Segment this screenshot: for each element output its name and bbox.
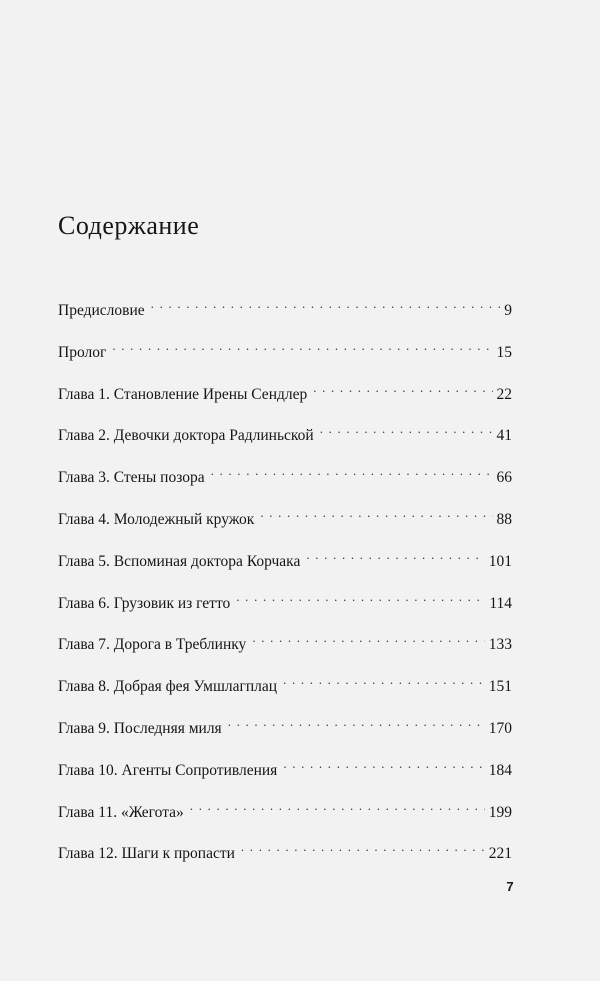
toc-entry-page: 170: [488, 719, 512, 737]
toc-entry: [58, 464, 512, 506]
toc-entry-page: 88: [496, 510, 512, 528]
toc-entry-label: Глава 10. Агенты Сопротивления: [58, 761, 278, 779]
dot-leader: [320, 426, 493, 440]
dot-leader: [260, 510, 492, 524]
dot-leader: [228, 719, 485, 733]
toc-entry-page: 41: [496, 427, 512, 445]
toc-entry-page: 199: [488, 803, 512, 821]
dot-leader: [112, 343, 492, 357]
toc-entry-label: Глава 9. Последняя миля: [58, 719, 222, 737]
table-of-contents: [58, 297, 512, 882]
toc-entry-page: 151: [488, 678, 512, 696]
toc-entry-label: Глава 2. Девочки доктора Радлиньской: [58, 427, 314, 445]
toc-entry: [58, 422, 512, 464]
toc-entry-page: 101: [488, 552, 512, 570]
dot-leader: [190, 803, 485, 817]
dot-leader: [151, 301, 501, 315]
toc-entry: [58, 631, 512, 673]
toc-entry: [58, 840, 512, 882]
dot-leader: [252, 635, 484, 649]
toc-entry-label: Глава 3. Стены позора: [58, 469, 205, 487]
toc-entry-label: Пролог: [58, 343, 107, 361]
toc-entry-page: 15: [496, 343, 512, 361]
toc-entry-label: Глава 6. Грузовик из гетто: [58, 594, 231, 612]
toc-entry-page: 133: [488, 636, 512, 654]
dot-leader: [211, 468, 493, 482]
toc-entry-page: 114: [489, 594, 512, 612]
toc-entry-label: Глава 12. Шаги к пропасти: [58, 845, 235, 863]
toc-entry-page: 22: [496, 385, 512, 403]
toc-entry: [58, 757, 512, 799]
toc-entry-page: 9: [504, 302, 512, 319]
toc-entry-label: Глава 7. Дорога в Треблинку: [58, 636, 247, 654]
dot-leader: [313, 385, 492, 399]
toc-entry-page: 66: [496, 469, 512, 487]
dot-leader: [306, 552, 484, 566]
page-number: 7: [506, 879, 514, 894]
page-title: Содержание: [58, 211, 200, 240]
dot-leader: [283, 677, 485, 691]
toc-entry-label: Глава 8. Добрая фея Умшлагплац: [58, 678, 278, 696]
dot-leader: [236, 594, 485, 608]
dot-leader: [241, 844, 485, 858]
toc-entry: [58, 715, 512, 757]
toc-entry: [58, 339, 512, 381]
toc-entry: [58, 381, 512, 423]
toc-entry: [58, 673, 512, 715]
toc-entry-label: Глава 11. «Жегота»: [58, 803, 184, 821]
toc-entry-label: Глава 1. Становление Ирены Сендлер: [58, 385, 308, 403]
toc-entry: [58, 297, 512, 339]
toc-entry-label: Предисловие: [58, 302, 145, 319]
toc-entry: [58, 799, 512, 841]
toc-entry: [58, 590, 512, 632]
toc-entry-page: 221: [488, 845, 512, 863]
dot-leader: [283, 761, 484, 775]
toc-entry-label: Глава 4. Молодежный кружок: [58, 510, 255, 528]
toc-entry: [58, 506, 512, 548]
toc-entry-page: 184: [488, 761, 512, 779]
toc-entry-label: Глава 5. Вспоминая доктора Корчака: [58, 552, 301, 570]
toc-entry: [58, 548, 512, 590]
